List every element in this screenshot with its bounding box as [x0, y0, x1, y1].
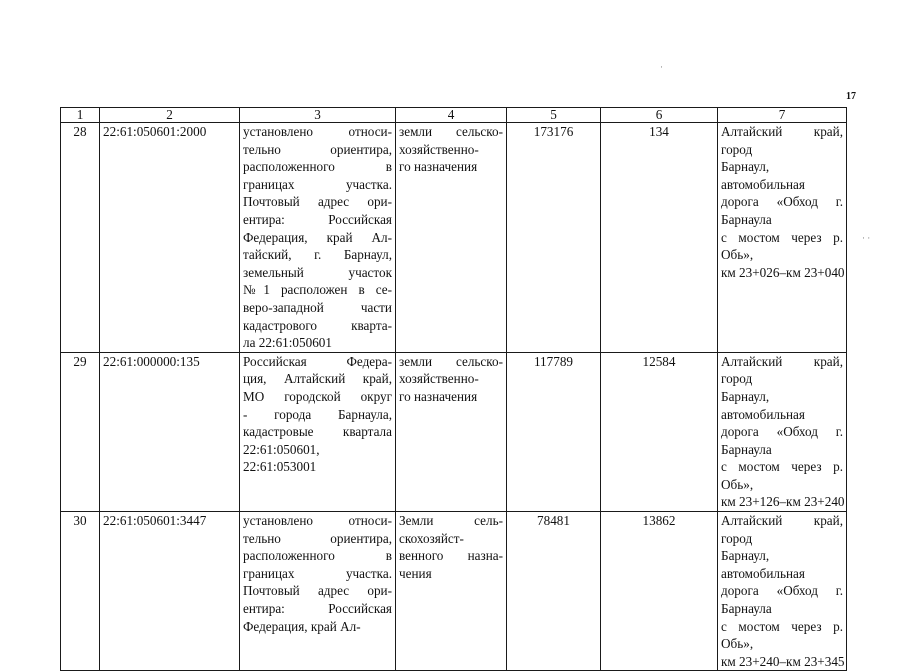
page-number: 17: [846, 91, 856, 102]
land-category-cell-line: земли сельско-: [399, 124, 503, 139]
scan-speck: ·: [660, 62, 663, 72]
header-cell-6: 6: [601, 108, 718, 123]
location-cell-line: 22:61:053001: [243, 459, 317, 475]
table-row: [61, 123, 847, 353]
land-category-cell-line: го назначения: [399, 159, 478, 175]
location-cell-line: тельно ориентира,: [243, 141, 392, 157]
land-plots-table: [60, 107, 847, 671]
address-cell-line: дорога «Обход г. Барнаула: [721, 583, 843, 617]
address-cell-line: Барнаул, автомобильная: [721, 159, 805, 192]
location-cell-line: расположенного в: [243, 159, 392, 175]
header-cell-4: 4: [396, 108, 507, 123]
location-cell-line: №1 расположен в се-: [243, 282, 392, 298]
scan-speck: · ·: [862, 233, 871, 243]
land-category-cell-line: хозяйственно-: [399, 141, 479, 157]
row-number-cell: 30: [61, 512, 100, 671]
address-cell-line: с мостом через р. Обь»,: [721, 459, 843, 492]
value-cell: 13862: [601, 512, 718, 671]
location-cell-line: кадастрового кварта-: [243, 317, 392, 333]
location-cell: [240, 123, 396, 353]
table-row: [61, 352, 847, 511]
address-cell-line: км 23+026–км 23+040: [721, 264, 845, 280]
address-cell-line: км 23+240–км 23+345: [721, 653, 845, 669]
location-cell-line: ла 22:61:050601: [243, 335, 332, 351]
land-category-cell: [396, 352, 507, 511]
address-cell-line: дорога «Обход г. Барнаула: [721, 194, 843, 227]
location-cell-line: границах участка.: [243, 565, 392, 581]
location-cell-line: ентира: Российская: [243, 601, 392, 617]
row-number-cell: 29: [61, 352, 100, 511]
location-cell-line: Российская Федера-: [243, 353, 392, 369]
location-cell-line: земельный участок: [243, 264, 392, 280]
location-cell-line: установлено относи-: [243, 124, 392, 139]
location-cell-line: тельно ориентира,: [243, 530, 392, 546]
location-cell-line: кадастровые квартала: [243, 424, 392, 440]
location-cell-line: Почтовый адрес ори-: [243, 583, 392, 599]
land-category-cell-line: го назначения: [399, 388, 478, 404]
row-number-cell: 28: [61, 123, 100, 353]
location-cell-line: - города Барнаула,: [243, 406, 392, 422]
table-row: [61, 512, 847, 671]
address-cell-line: Барнаул, автомобильная: [721, 548, 805, 581]
location-cell-line: установлено относи-: [243, 513, 392, 529]
address-cell: [718, 352, 847, 511]
land-category-cell: [396, 123, 507, 353]
address-cell: [718, 123, 847, 353]
land-category-cell-line: венного назна-: [399, 548, 503, 564]
location-cell-line: МО городской округ: [243, 388, 392, 404]
location-cell-line: Почтовый адрес ори-: [243, 194, 392, 210]
location-cell-line: Федерация, край Ал-: [243, 618, 361, 634]
location-cell-line: ция, Алтайский край,: [243, 371, 392, 387]
header-cell-2: 2: [100, 108, 240, 123]
value-cell: 12584: [601, 352, 718, 511]
address-cell-line: Алтайский край, город: [721, 353, 843, 387]
area-cell: 173176: [507, 123, 601, 353]
land-category-cell-line: чения: [399, 565, 432, 581]
address-cell-line: км 23+126–км 23+240: [721, 494, 845, 510]
location-cell: [240, 352, 396, 511]
header-cell-1: 1: [61, 108, 100, 123]
area-cell: 78481: [507, 512, 601, 671]
address-cell-line: с мостом через р. Обь»,: [721, 229, 843, 263]
location-cell-line: 22:61:050601,: [243, 441, 320, 457]
address-cell-line: Барнаул, автомобильная: [721, 388, 805, 422]
cadastral-number-cell: 22:61:050601:3447: [100, 512, 240, 671]
location-cell-line: расположенного в: [243, 548, 392, 564]
address-cell-line: Алтайский край, город: [721, 513, 843, 546]
location-cell-line: Федерация, край Ал-: [243, 229, 392, 245]
header-cell-7: 7: [718, 108, 847, 123]
address-cell-line: Алтайский край, город: [721, 124, 843, 157]
address-cell: [718, 512, 847, 671]
location-cell-line: ентира: Российская: [243, 211, 392, 227]
land-category-cell: [396, 512, 507, 671]
land-category-cell-line: земли сельско-: [399, 353, 503, 369]
location-cell-line: границах участка.: [243, 176, 392, 192]
value-cell: 134: [601, 123, 718, 353]
header-cell-3: 3: [240, 108, 396, 123]
location-cell: [240, 512, 396, 671]
cadastral-number-cell: 22:61:000000:135: [100, 352, 240, 511]
land-category-cell-line: скохозяйст-: [399, 530, 464, 546]
location-cell-line: веро-западной части: [243, 299, 392, 315]
location-cell-line: тайский, г. Барнаул,: [243, 247, 392, 263]
land-category-cell-line: хозяйственно-: [399, 371, 479, 387]
address-cell-line: дорога «Обход г. Барнаула: [721, 424, 843, 457]
address-cell-line: с мостом через р. Обь»,: [721, 618, 843, 652]
land-category-cell-line: Земли сель-: [399, 513, 503, 529]
cadastral-number-cell: 22:61:050601:2000: [100, 123, 240, 353]
header-cell-5: 5: [507, 108, 601, 123]
header-row: [61, 108, 847, 123]
area-cell: 117789: [507, 352, 601, 511]
